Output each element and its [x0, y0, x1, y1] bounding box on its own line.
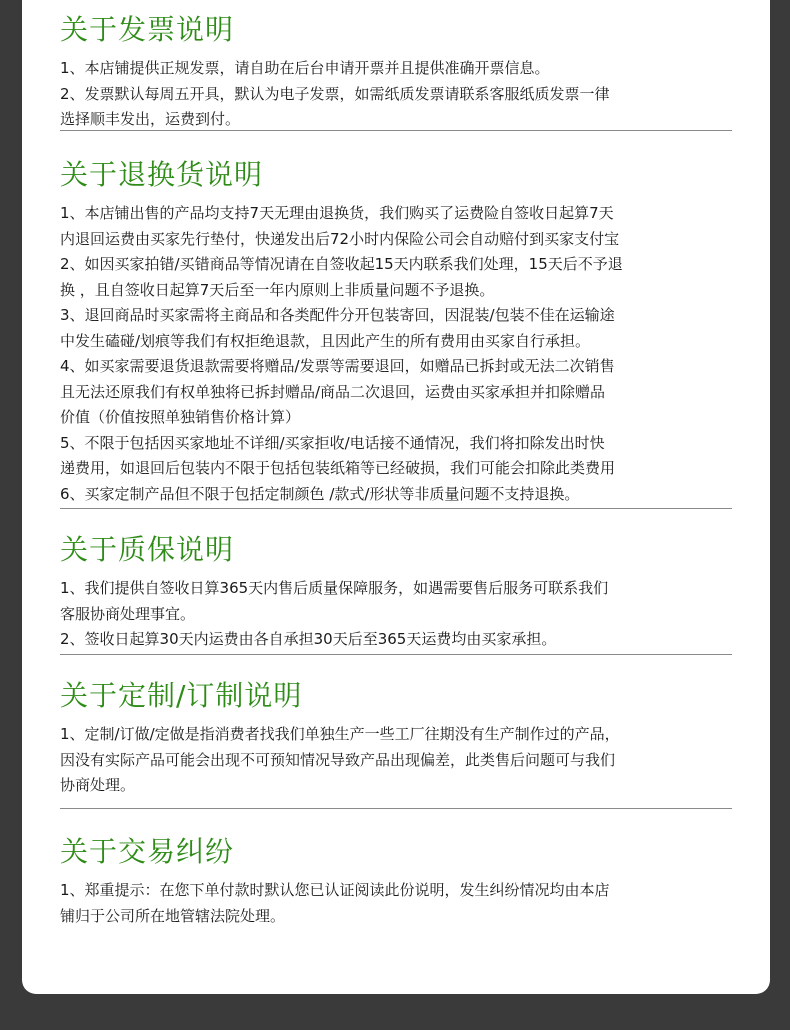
text-line: 1、本店铺出售的产品均支持7天无理由退换货，我们购买了运费险自签收日起算7天: [60, 204, 614, 222]
text-line: 中发生磕碰/划痕等我们有权拒绝退款，且因此产生的所有费用由买家自行承担。: [60, 331, 591, 350]
text-line: 2、签收日起算30天内运费由各自承担30天后至365天运费均由买家承担。: [60, 630, 557, 648]
text-line: 1、定制/订做/定做是指消费者找我们单独生产一些工厂往期没有生产制作过的产品，: [60, 725, 620, 743]
text-line: 3、退回商品时买家需将主商品和各类配件分开包装寄回，因混装/包装不佳在运输途: [60, 306, 615, 324]
text-line: 4、如买家需要退货退款需要将赠品/发票等需要退回，如赠品已拆封或无法二次销售: [60, 357, 615, 375]
section-title: 关于发票说明: [60, 13, 235, 46]
section-invoice: [60, 12, 732, 133]
section-divider: [60, 654, 732, 655]
text-line: 内退回运费由买家先行垫付，快递发出后72小时内保险公司会自动赔付到买家支付宝: [60, 229, 620, 248]
section-title: 关于交易纠纷: [60, 835, 235, 868]
text-line: 递费用，如退回后包装内不限于包括包装纸箱等已经破损，我们可能会扣除此类费用: [60, 459, 616, 477]
section-title: 关于质保说明: [60, 533, 235, 566]
text-line: 5、不限于包括因买家地址不详细/买家拒收/电话接不通情况，我们将扣除发出时快: [60, 433, 605, 452]
section-title: 关于定制/订制说明: [60, 679, 303, 712]
section-divider: [60, 508, 732, 509]
section-divider: [60, 808, 732, 809]
text-line: 1、我们提供自签收日算365天内售后质量保障服务，如遇需要售后服务可联系我们: [60, 579, 609, 597]
section-custom-orders: [60, 678, 732, 799]
section-warranty: [60, 532, 732, 653]
text-line: 2、如因买家拍错/买错商品等情况请在自签收起15天内联系我们处理，15天后不予退: [60, 255, 623, 273]
text-line: 协商处理。: [60, 776, 136, 794]
text-line: 价值（价值按照单独销售价格计算）: [60, 408, 301, 426]
section-returns: [60, 157, 732, 507]
text-line: 因没有实际产品可能会出现不可预知情况导致产品出现偏差，此类售后问题可与我们: [60, 750, 616, 769]
notice-card: [22, 0, 770, 994]
text-line: 选择顺丰发出，运费到付。: [60, 110, 241, 128]
text-line: 6、买家定制产品但不限于包括定制颜色 /款式/形状等非质量问题不支持退换。: [60, 484, 580, 503]
text-line: 2、发票默认每周五开具，默认为电子发票，如需纸质发票请联系客服纸质发票一律: [60, 84, 610, 103]
text-line: 客服协商处理事宜。: [60, 604, 196, 623]
text-line: 换 ，且自签收日起算7天后至一年内原则上非质量问题不予退换。: [60, 280, 495, 299]
section-divider: [60, 130, 732, 131]
section-disputes: [60, 834, 732, 929]
text-line: 且无法还原我们有权单独将已拆封赠品/商品二次退回，运费由买家承担并扣除赠品: [60, 382, 606, 401]
text-line: 1、本店铺提供正规发票，请自助在后台申请开票并且提供准确开票信息。: [60, 59, 550, 77]
text-line: 1、郑重提示：在您下单付款时默认您已认证阅读此份说明，发生纠纷情况均由本店: [60, 881, 610, 899]
text-line: 铺归于公司所在地管辖法院处理。: [60, 906, 286, 925]
section-title: 关于退换货说明: [60, 158, 264, 191]
